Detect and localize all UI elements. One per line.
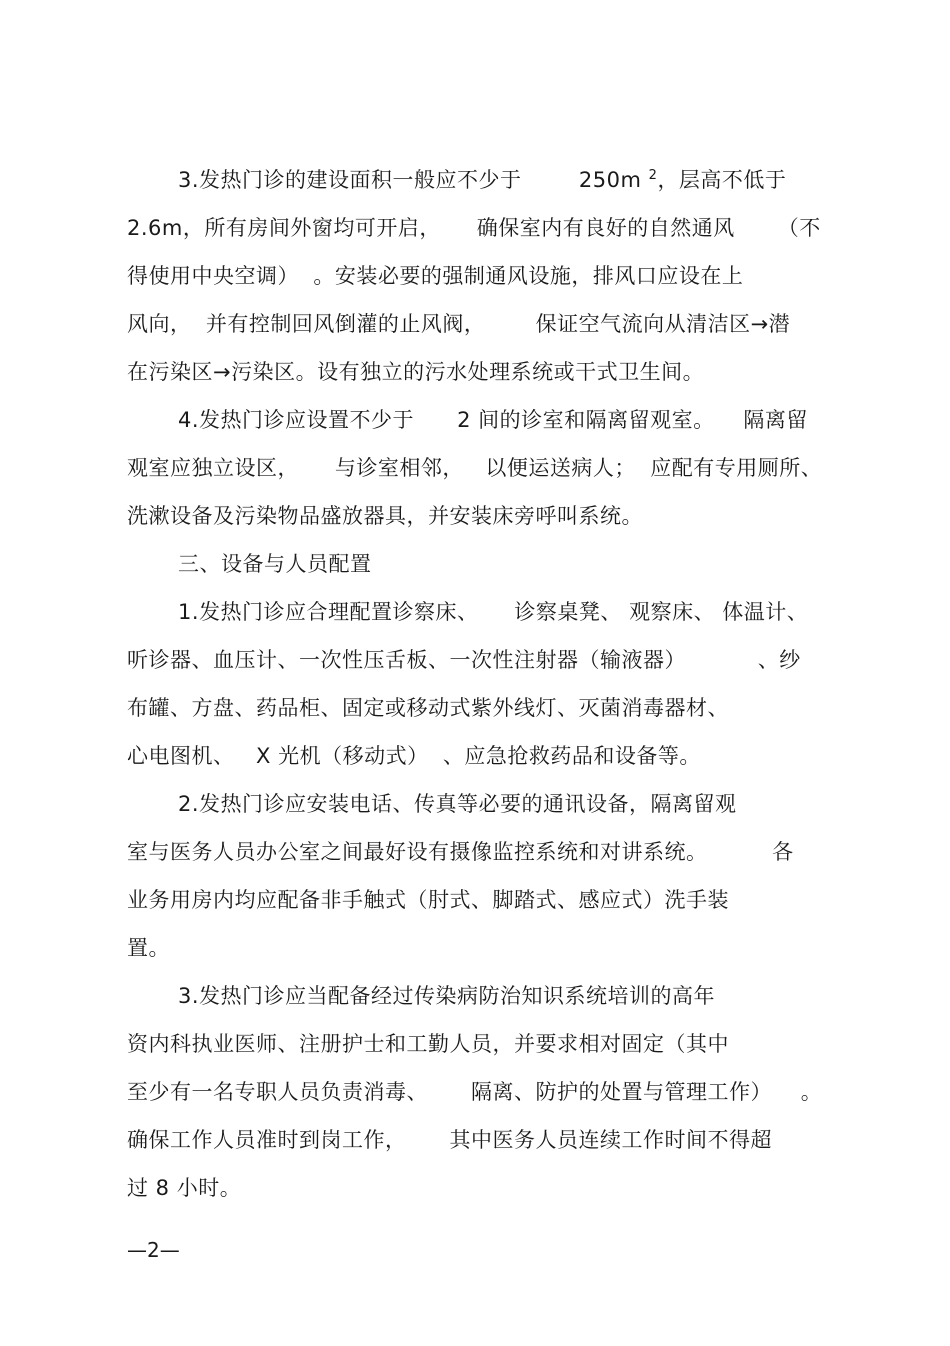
superscript-2: 2 xyxy=(648,168,658,183)
p5-line-4: 确保工作人员准时到岗工作， 其中医务人员连续工作时间不得超 xyxy=(127,1128,773,1152)
p3-line-1: 1.发热门诊应合理配置诊察床、 诊察桌凳、 观察床、 体温计、 xyxy=(178,600,809,624)
p4-line-4: 置。 xyxy=(127,936,170,960)
p1-line-2: 2.6m，所有房间外窗均可开启， 确保室内有良好的自然通风 （不 xyxy=(127,216,821,240)
p4-line-1: 2.发热门诊应安装电话、传真等必要的通讯设备，隔离留观 xyxy=(178,792,737,816)
page-number: —2— xyxy=(127,1238,180,1262)
p3-line-4: 心电图机、 X 光机（移动式） 、应急抢救药品和设备等。 xyxy=(127,744,701,768)
section-heading-3: 三、设备与人员配置 xyxy=(178,552,372,576)
p1-line-1 xyxy=(178,166,786,194)
p1-line-1-text: 3.发热门诊的建设面积一般应不少于 250m xyxy=(178,168,649,192)
p4-line-3: 业务用房内均应配备非手触式（肘式、脚踏式、感应式）洗手装 xyxy=(127,888,729,912)
p4-line-2: 室与医务人员办公室之间最好设有摄像监控系统和对讲系统。 各 xyxy=(127,840,794,864)
p5-line-5: 过 8 小时。 xyxy=(127,1176,242,1200)
p1-line-4: 风向， 并有控制回风倒灌的止风阀， 保证空气流向从清洁区→潜 xyxy=(127,312,791,336)
p1-line-1-tail: ，层高不低于 xyxy=(657,168,787,192)
p1-line-5: 在污染区→污染区。设有独立的污水处理系统或干式卫生间。 xyxy=(127,360,705,384)
p5-line-1: 3.发热门诊应当配备经过传染病防治知识系统培训的高年 xyxy=(178,984,716,1008)
p5-line-2: 资内科执业医师、注册护士和工勤人员，并要求相对固定（其中 xyxy=(127,1032,729,1056)
p2-line-3: 洗漱设备及污染物品盛放器具，并安装床旁呼叫系统。 xyxy=(127,504,643,528)
p2-line-2: 观室应独立设区， 与诊室相邻， 以便运送病人； 应配有专用厕所、 xyxy=(127,456,823,480)
p3-line-2: 听诊器、血压计、一次性压舌板、一次性注射器（输液器） 、纱 xyxy=(127,648,801,672)
p3-line-3: 布罐、方盘、药品柜、固定或移动式紫外线灯、灭菌消毒器材、 xyxy=(127,696,729,720)
p1-line-3: 得使用中央空调） 。安装必要的强制通风设施，排风口应设在上 xyxy=(127,264,744,288)
p2-line-1: 4.发热门诊应设置不少于 2 间的诊室和隔离留观室。 隔离留 xyxy=(178,408,808,432)
p5-line-3: 至少有一名专职人员负责消毒、 隔离、防护的处置与管理工作） 。 xyxy=(127,1080,823,1104)
